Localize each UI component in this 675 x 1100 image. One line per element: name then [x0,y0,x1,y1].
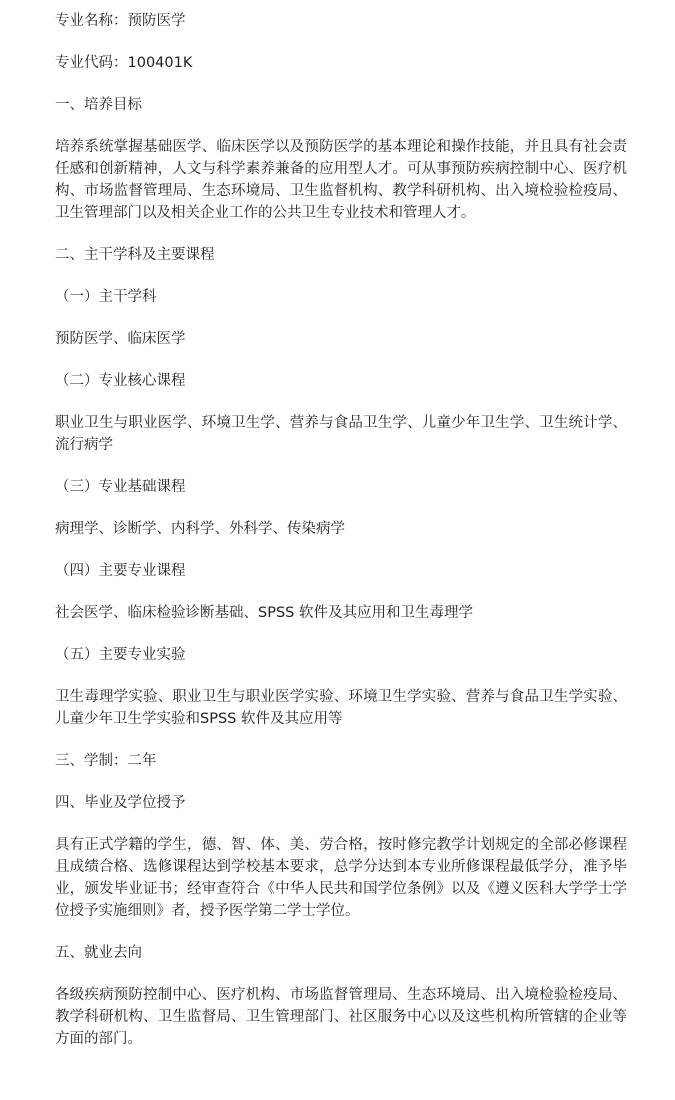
section1-body: 培养系统掌握基础医学、临床医学以及预防医学的基本理论和操作技能，并且具有社会责任感和创新精神，人文与科学素养兼备的应用型人才。可从事预防疾病控制中心、医疗机构、市场监督管理局、生态环境局、卫生监督机构、教学科研机构、出入境检验检疫局、卫生管理部门以及相关企业工作的公共卫生专业技术和管理人才。 [55,139,627,221]
section5-body: 各级疾病预防控制中心、医疗机构、市场监督管理局、生态环境局、出入境检验检疫局、教学科研机构、卫生监督局、卫生管理部门、社区服务中心以及这些机构所管辖的企业等方面的部门。 [55,987,627,1047]
sub4-body: 社会医学、临床检验诊断基础、SPSS 软件及其应用和卫生毒理学 [55,605,473,621]
section3-heading: 三、学制：二年 [55,753,157,769]
major-name: 专业名称：预防医学 [55,13,186,29]
sub5-body: 卫生毒理学实验、职业卫生与职业医学实验、环境卫生学实验、营养与食品卫生学实验、儿童少年卫生学实验和SPSS 软件及其应用等 [55,689,627,727]
sub2-body: 职业卫生与职业医学、环境卫生学、营养与食品卫生学、儿童少年卫生学、卫生统计学、流行病学 [55,415,627,453]
sub1-body: 预防医学、临床医学 [55,331,186,347]
section4-heading: 四、毕业及学位授予 [55,795,186,811]
sub4-heading: （四）主要专业课程 [55,563,186,579]
major-code: 专业代码：100401K [55,55,193,71]
sub5-heading: （五）主要专业实验 [55,647,186,663]
section4-body: 具有正式学籍的学生，德、智、体、美、劳合格，按时修完教学计划规定的全部必修课程且成绩合格、选修课程达到学校基本要求，总学分达到本专业所修课程最低学分，准予毕业，颁发毕业证书；经审查符合《中华人民共和国学位条例》以及《遵义医科大学学士学位授予实施细则》者，授予医学第二学士学位。 [55,837,627,919]
sub3-body: 病理学、诊断学、内科学、外科学、传染病学 [55,521,345,537]
section1-heading: 一、培养目标 [55,97,142,113]
section2-heading: 二、主干学科及主要课程 [55,247,215,263]
sub3-heading: （三）专业基础课程 [55,479,186,495]
sub1-heading: （一）主干学科 [55,289,157,305]
sub2-heading: （二）专业核心课程 [55,373,186,389]
section5-heading: 五、就业去向 [55,945,142,961]
